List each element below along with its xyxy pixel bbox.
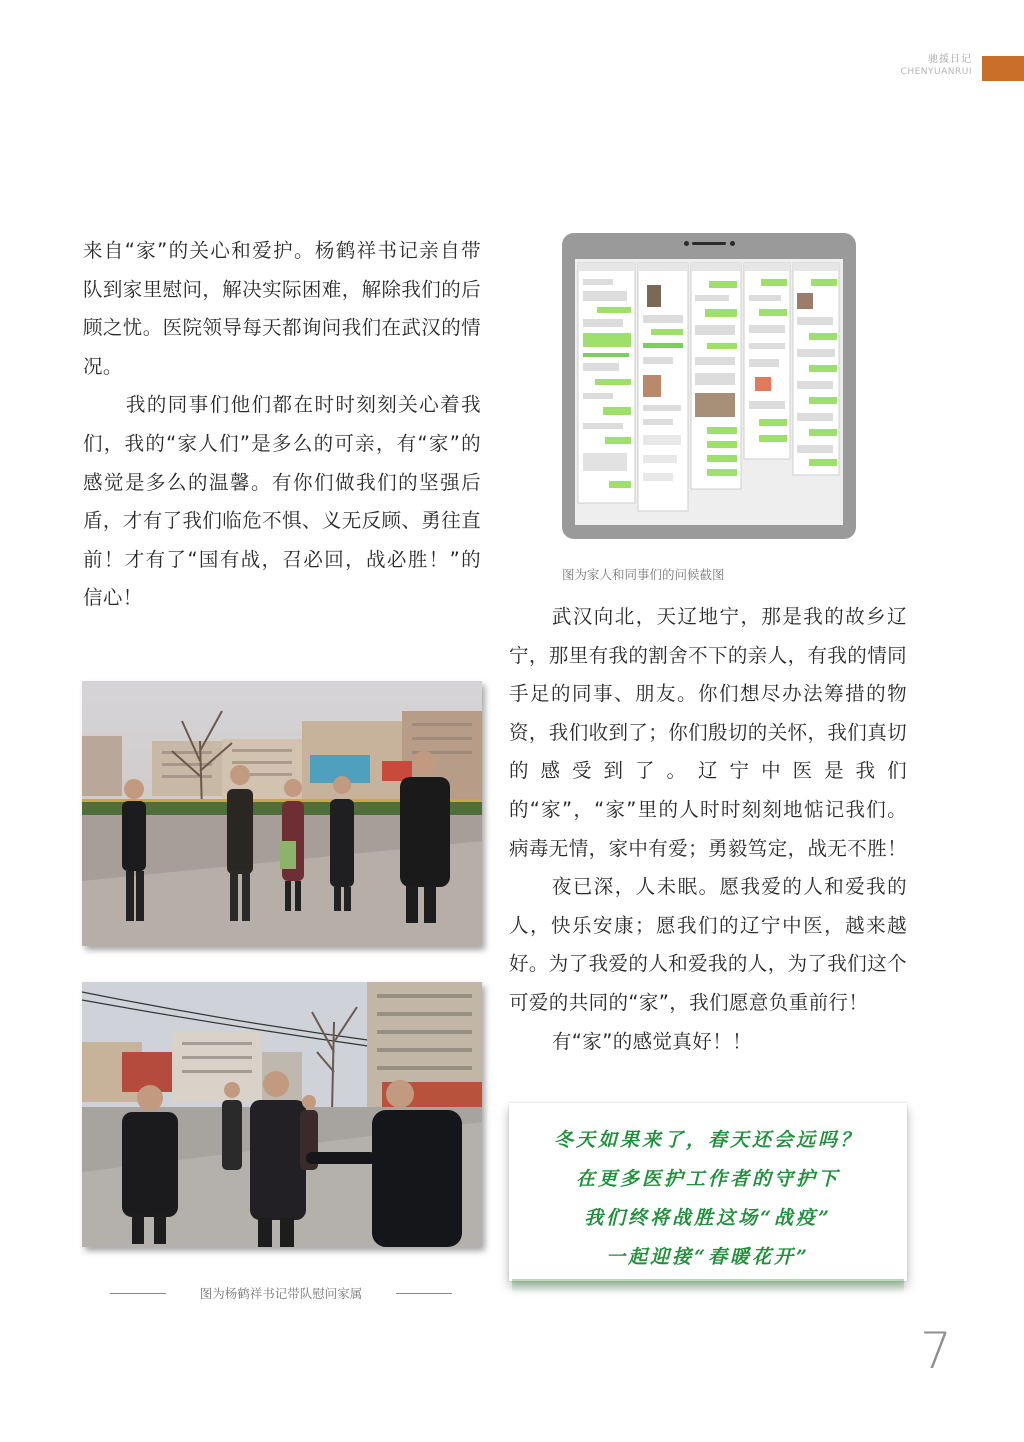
phone-screenshot-frame <box>562 233 856 539</box>
quote-line-3: 我们终将战胜这场“战疫” <box>584 1207 832 1229</box>
section-title-en: CHENYUANRUI <box>900 66 972 77</box>
visit-photo-1 <box>82 681 482 946</box>
caption-rule-left <box>110 1293 166 1294</box>
chat-screenshots-collage <box>575 259 843 525</box>
paragraph: 来自“家”的关心和爱护。杨鹤祥书记亲自带队到家里慰问，解决实际困难，解除我们的后顾之忧。医院领导每天都询问我们在武汉的情况。 <box>83 239 482 378</box>
visit-photo-2 <box>82 982 482 1247</box>
quote-card <box>509 1103 907 1281</box>
paragraph: 我的同事们他们都在时时刻刻关心着我们，我的“家人们”是多么的可亲，有“家”的感觉是多么的温馨。有你们做我们的坚强后盾，才有了我们临危不惧、义无反顾、勇往直前！才有了“国有战，召必回，战必胜！”的信心！ <box>83 393 482 610</box>
section-title: 驰援日记 <box>928 54 972 65</box>
left-column-text <box>83 232 481 618</box>
phone-sensor-dot <box>730 241 735 246</box>
paragraph: 武汉向北，天辽地宁，那是我的故乡辽宁，那里有我的割舍不下的亲人，有我的情同手足的同事、朋友。你们想尽办法筹措的物资，我们收到了；你们殷切的关怀，我们真切的感受到了。辽宁中医是我们的“家”，“家”里的人时时刻刻地惦记我们。病毒无情，家中有爱；勇毅笃定，战无不胜！ <box>509 605 908 860</box>
visit-photo-2-image <box>82 982 482 1247</box>
paragraph: 有“家”的感觉真好！！ <box>551 1029 752 1053</box>
photo-caption-text: 图为杨鹤祥书记带队慰问家属 <box>199 1286 363 1301</box>
phone-caption: 图为家人和同事们的问候截图 <box>562 567 725 582</box>
page-number: 7 <box>920 1322 952 1380</box>
caption-rule-right <box>396 1293 452 1294</box>
phone-camera-dot <box>684 241 689 246</box>
section-header <box>901 54 972 78</box>
quote-line-2: 在更多医护工作者的守护下 <box>575 1168 840 1190</box>
phone-speaker <box>692 242 726 245</box>
paragraph: 夜已深，人未眠。愿我爱的人和爱我的人，快乐安康；愿我们的辽宁中医，越来越好。为了我爱的人和爱我的人，为了我们这个可爱的共同的“家”，我们愿意负重前行！ <box>509 875 908 1014</box>
right-column-text <box>509 598 907 1061</box>
photo-caption <box>110 1284 452 1302</box>
quote-line-1: 冬天如果来了，春天还会远吗？ <box>553 1129 862 1151</box>
chat-screenshots-image <box>575 259 843 525</box>
quote-line-4: 一起迎接“春暖花开” <box>606 1246 810 1268</box>
quote-card-shadow <box>512 1279 904 1293</box>
header-accent-bar <box>982 56 1024 81</box>
visit-photo-1-image <box>82 681 482 946</box>
